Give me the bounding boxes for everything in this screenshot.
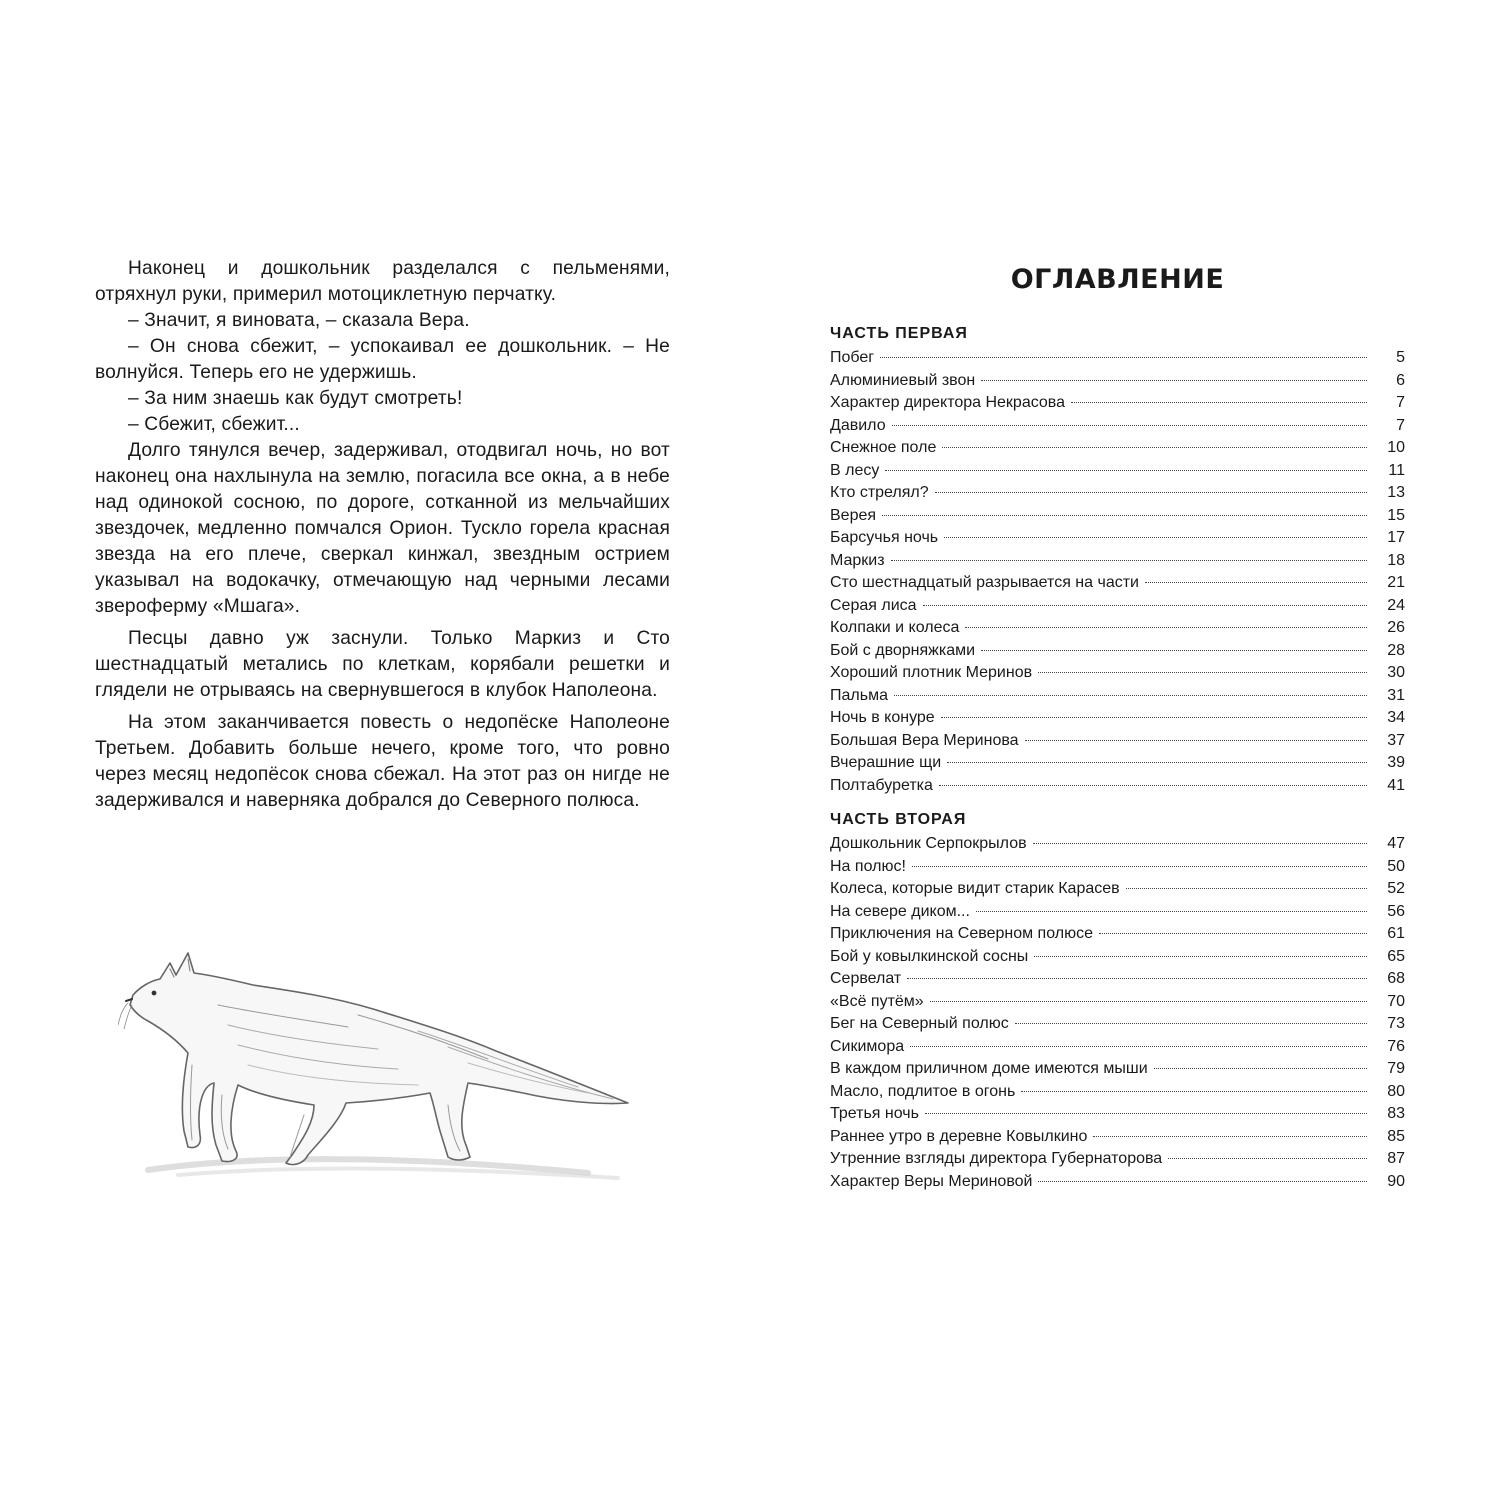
toc-entry-page: 5 (1396, 349, 1405, 366)
toc-entry-page: 70 (1387, 992, 1405, 1010)
toc-entry[interactable] (830, 1126, 1405, 1149)
toc-entry-title: Вчерашние щи (830, 754, 942, 771)
toc-entry-title: Ночь в конуре (830, 709, 935, 726)
dot-leader (894, 695, 1367, 696)
toc-entry[interactable] (830, 482, 1405, 505)
toc-entry-page: 28 (1387, 641, 1405, 659)
dot-leader (1015, 1023, 1367, 1024)
toc-entry-title: Серая лиса (830, 596, 917, 614)
toc-entry[interactable] (830, 1081, 1405, 1104)
dot-leader (923, 605, 1367, 606)
dot-leader (925, 1113, 1367, 1114)
toc-entry-title: Утренние взгляды директора Губернаторова (830, 1150, 1163, 1167)
toc-entry-title: В каждом приличном доме имеются мыши (830, 1060, 1148, 1077)
toc-entry-page: 6 (1396, 371, 1405, 389)
story-paragraph: На этом заканчивается повесть о недопёске Наполеоне Третьем. Добавить больше нечего, кроме того, что ровно через месяц недопёсок снова сбежал. На этот раз он нигде не задерживался и наверняка добрался до Северного полюса. (95, 712, 670, 811)
toc-entry[interactable] (830, 415, 1405, 438)
toc-entry[interactable] (830, 460, 1405, 483)
toc-entry-title: «Всё путём» (830, 992, 924, 1010)
dot-leader (941, 717, 1367, 718)
toc-entry[interactable] (830, 370, 1405, 393)
toc-entry-title: Кто стрелял? (830, 484, 929, 501)
toc-entry-page: 41 (1387, 776, 1405, 794)
toc-entry[interactable] (830, 1148, 1405, 1171)
dot-leader (930, 1001, 1367, 1002)
toc-entry[interactable] (830, 437, 1405, 460)
toc-entry-title: Третья ночь (830, 1105, 919, 1122)
toc-entry-page: 79 (1387, 1060, 1405, 1077)
dot-leader (1021, 1091, 1367, 1092)
toc-entry[interactable] (830, 775, 1405, 798)
story-text (95, 256, 670, 814)
toc-entry[interactable] (830, 878, 1405, 901)
dot-leader (1093, 1136, 1367, 1137)
toc-entry-page: 37 (1387, 731, 1405, 749)
toc-entry-page: 21 (1387, 574, 1405, 591)
dot-leader (1168, 1158, 1367, 1159)
toc-entry[interactable] (830, 968, 1405, 991)
toc-title: ОГЛАВЛЕНИЕ (1010, 264, 1225, 295)
toc-entry-page: 39 (1387, 754, 1405, 771)
fox-illustration (118, 935, 648, 1195)
toc-entry-page: 7 (1396, 416, 1405, 434)
toc-entry[interactable] (830, 1171, 1405, 1194)
toc-entry-page: 24 (1387, 596, 1405, 614)
dot-leader (981, 650, 1367, 651)
toc-entry[interactable] (830, 527, 1405, 550)
toc-entry[interactable] (830, 1103, 1405, 1126)
toc-entry[interactable] (830, 856, 1405, 879)
toc-entry[interactable] (830, 707, 1405, 730)
story-paragraph: Долго тянулся вечер, задерживал, отодвигал ночь, но вот наконец она нахлынула на землю, погасила все окна, а в небе над одинокой сосною, по дороге, сотканной из мельчайших звездочек, медленно помчался Орион. Тускло горела красная звезда на его плече, сверкал кинжал, звездным острием указывал на водокачку, отмечающую над черными лесами звероферму «Мшага». (95, 440, 670, 617)
toc-entry[interactable] (830, 752, 1405, 775)
toc-entry-title: Побег (830, 349, 875, 366)
toc-entry-page: 87 (1387, 1150, 1405, 1167)
left-page (95, 256, 670, 814)
toc-entry-title: Пальма (830, 686, 888, 704)
dot-leader (981, 380, 1367, 381)
toc-entry[interactable] (830, 730, 1405, 753)
toc-entry-title: Дошкольник Серпокрылов (830, 835, 1027, 852)
toc-entry[interactable] (830, 572, 1405, 595)
toc-entry-title: Давило (830, 416, 886, 434)
toc-entry-page: 31 (1387, 686, 1405, 704)
dot-leader (935, 492, 1367, 493)
toc-entry-title: Большая Вера Меринова (830, 731, 1019, 749)
dot-leader (1145, 582, 1367, 583)
toc-entry-title: Бег на Северный полюс (830, 1015, 1009, 1032)
table-of-contents (830, 260, 1405, 1193)
toc-entry-page: 83 (1387, 1105, 1405, 1122)
toc-entry-title: Снежное поле (830, 439, 937, 456)
toc-entry[interactable] (830, 901, 1405, 924)
dot-leader (885, 470, 1367, 471)
toc-entry[interactable] (830, 923, 1405, 946)
toc-entry[interactable] (830, 1058, 1405, 1081)
story-paragraph: Наконец и дошкольник разделался с пельменями, отряхнул руки, примерил мотоциклетную перчатку. (95, 258, 670, 305)
dot-leader (942, 447, 1367, 448)
dot-leader (1038, 672, 1367, 673)
dot-leader (880, 357, 1367, 358)
toc-entry-title: Характер директора Некрасова (830, 394, 1066, 411)
dot-leader (1071, 402, 1367, 403)
toc-entry-title: Приключения на Северном полюсе (830, 925, 1093, 942)
toc-entry-page: 80 (1387, 1082, 1405, 1100)
toc-entry[interactable] (830, 550, 1405, 573)
toc-entry-page: 26 (1387, 619, 1405, 636)
toc-entry-title: Масло, подлитое в огонь (830, 1082, 1016, 1100)
toc-entry-title: Полтабуретка (830, 776, 933, 794)
toc-entry[interactable] (830, 595, 1405, 618)
dot-leader (1034, 956, 1367, 957)
toc-entry-page: 34 (1387, 709, 1405, 726)
toc-entry-title: Барсучья ночь (830, 529, 939, 546)
toc-entry-page: 17 (1387, 529, 1405, 546)
dot-leader (939, 785, 1367, 786)
dot-leader (891, 560, 1367, 561)
dot-leader (1126, 888, 1367, 889)
toc-entry[interactable] (830, 392, 1405, 415)
toc-entry-page: 85 (1387, 1127, 1405, 1145)
toc-entry-title: Маркиз (830, 551, 885, 569)
toc-entry-page: 90 (1387, 1172, 1405, 1190)
toc-entry-page: 10 (1387, 439, 1405, 456)
toc-entry-title: На полюс! (830, 857, 906, 875)
part-title: ЧАСТЬ ВТОРАЯ (830, 811, 967, 828)
story-paragraph: – Значит, я виновата, – сказала Вера. (128, 310, 470, 331)
toc-entry-page: 7 (1396, 394, 1405, 411)
dot-leader (892, 425, 1367, 426)
toc-entry[interactable] (830, 833, 1405, 856)
story-paragraph: Песцы давно уж заснули. Только Маркиз и Сто шестнадцатый метались по клеткам, корябали решетки и глядели не отрываясь на свернувшегося в клубок Наполеона. (95, 628, 670, 701)
dot-leader (944, 537, 1367, 538)
toc-entry-page: 15 (1387, 506, 1405, 524)
toc-entry-page: 11 (1388, 461, 1405, 479)
toc-entry[interactable] (830, 617, 1405, 640)
dot-leader (882, 515, 1367, 516)
story-paragraph: – Сбежит, сбежит... (128, 414, 300, 435)
toc-list-part-two (830, 833, 1405, 1193)
toc-entry-page: 47 (1387, 835, 1405, 852)
toc-entry-page: 30 (1387, 664, 1405, 681)
story-paragraph: – За ним знаешь как будут смотреть! (128, 388, 463, 409)
dot-leader (965, 627, 1367, 628)
dot-leader (976, 911, 1367, 912)
toc-entry-page: 73 (1387, 1015, 1405, 1032)
part-title: ЧАСТЬ ПЕРВАЯ (830, 325, 968, 342)
toc-entry-title: Сто шестнадцатый разрывается на части (830, 574, 1139, 591)
toc-entry[interactable] (830, 1013, 1405, 1036)
toc-entry-title: Раннее утро в деревне Ковылкино (830, 1127, 1088, 1145)
toc-entry[interactable] (830, 662, 1405, 685)
toc-entry[interactable] (830, 685, 1405, 708)
toc-entry-title: В лесу (830, 461, 880, 479)
toc-entry-title: Хороший плотник Меринов (830, 664, 1033, 681)
story-paragraph: – Он снова сбежит, – успокаивал ее дошкольник. – Не волнуйся. Теперь его не удержишь. (95, 336, 670, 383)
toc-entry[interactable] (830, 347, 1405, 370)
toc-entry-title: Колпаки и колеса (830, 619, 960, 636)
toc-entry-page: 61 (1387, 925, 1405, 942)
toc-entry-title: Колеса, которые видит старик Карасев (830, 880, 1120, 897)
toc-entry[interactable] (830, 1036, 1405, 1059)
toc-entry-page: 56 (1387, 902, 1405, 920)
toc-entry-page: 65 (1387, 947, 1405, 965)
dot-leader (912, 866, 1367, 867)
dot-leader (1099, 933, 1367, 934)
dot-leader (907, 978, 1367, 979)
toc-entry-title: Бой с дворняжками (830, 641, 976, 659)
dot-leader (910, 1046, 1367, 1047)
dot-leader (1033, 843, 1367, 844)
toc-entry-page: 18 (1387, 551, 1405, 569)
toc-entry-title: Бой у ковылкинской сосны (830, 947, 1029, 965)
toc-entry-title: Сервелат (830, 970, 902, 987)
toc-entry-title: Сикимора (830, 1037, 905, 1055)
toc-entry-page: 13 (1387, 484, 1405, 501)
dot-leader (947, 762, 1367, 763)
toc-list-part-one (830, 347, 1405, 797)
toc-entry[interactable] (830, 505, 1405, 528)
toc-entry-page: 76 (1387, 1037, 1405, 1055)
toc-entry-page: 52 (1387, 880, 1405, 897)
toc-entry[interactable] (830, 946, 1405, 969)
dot-leader (1038, 1181, 1367, 1182)
toc-entry-title: Верея (830, 506, 877, 524)
toc-entry-title: На севере диком... (830, 902, 970, 920)
toc-entry-page: 68 (1387, 970, 1405, 987)
dot-leader (1154, 1068, 1367, 1069)
toc-entry-page: 50 (1387, 857, 1405, 875)
dot-leader (1025, 740, 1367, 741)
toc-entry-title: Характер Веры Мериновой (830, 1172, 1033, 1190)
toc-entry-title: Алюминиевый звон (830, 371, 976, 389)
toc-entry[interactable] (830, 991, 1405, 1014)
toc-entry[interactable] (830, 640, 1405, 663)
